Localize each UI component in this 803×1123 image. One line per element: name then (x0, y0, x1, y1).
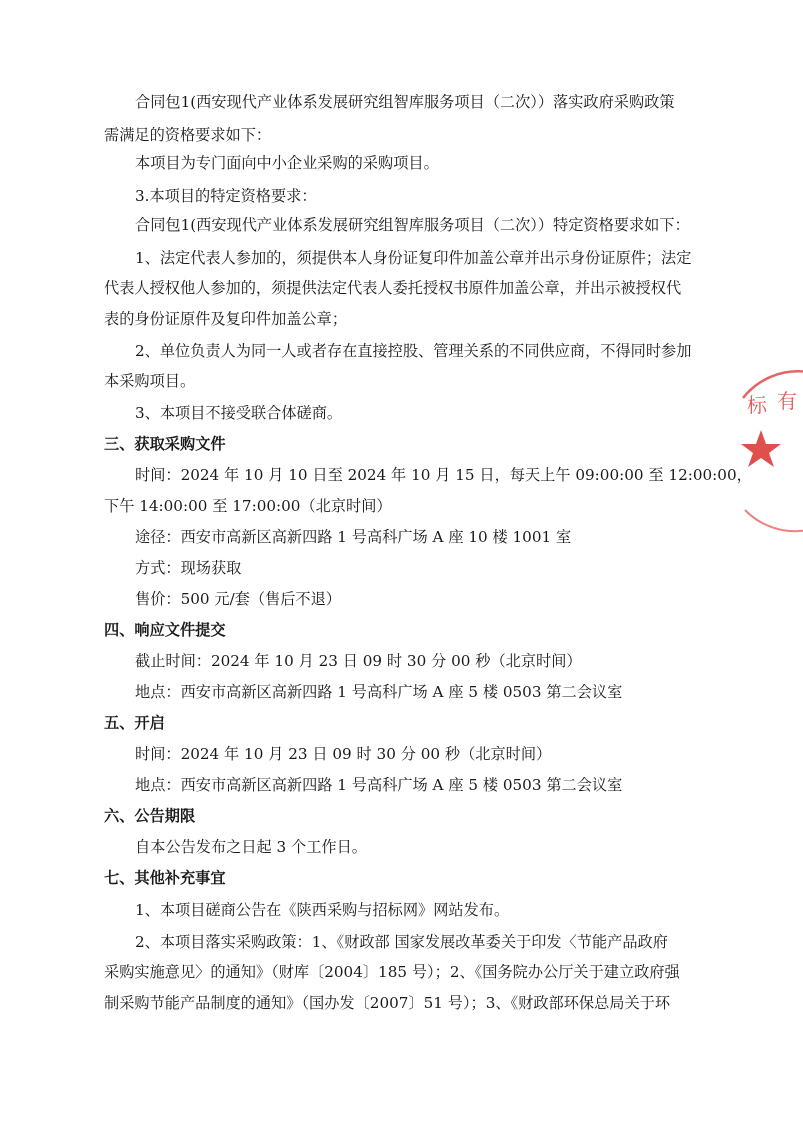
paragraph-line: 方式：现场获取 (135, 559, 242, 577)
paragraph-line: 需满足的资格要求如下： (104, 126, 272, 144)
paragraph-line: 代表人授权他人参加的，须提供法定代表人委托授权书原件加盖公章，并出示被授权代 (104, 279, 682, 297)
paragraph-line: 表的身份证原件及复印件加盖公章； (104, 310, 347, 328)
paragraph-line: 2、单位负责人为同一人或者存在直接控股、管理关系的不同供应商，不得同时参加 (135, 342, 692, 360)
paragraph-line: 途径：西安市高新区高新四路 1 号高科广场 A 座 10 楼 1001 室 (135, 528, 572, 546)
seal-character: 有 (777, 389, 797, 413)
paragraph-line: 合同包1(西安现代产业体系发展研究组智库服务项目（二次））落实政府采购政策 (135, 93, 675, 111)
seal-character: 标 (747, 393, 767, 417)
paragraph-line: 售价：500 元/套（售后不退） (135, 590, 341, 608)
seal-star-icon (741, 430, 781, 467)
paragraph-line: 制采购节能产品制度的通知》（国办发〔2007〕51 号）；3、《财政部环保总局关于环 (104, 994, 671, 1012)
section-heading: 三、获取采购文件 (104, 435, 226, 453)
paragraph-line: 时间：2024 年 10 月 10 日至 2024 年 10 月 15 日，每天上午 09:00:00 至 12:00:00， (135, 466, 752, 484)
paragraph-line: 本项目为专门面向中小企业采购的采购项目。 (135, 154, 439, 172)
paragraph-line: 1、本项目磋商公告在《陕西采购与招标网》网站发布。 (135, 901, 510, 919)
paragraph-line: 合同包1(西安现代产业体系发展研究组智库服务项目（二次））特定资格要求如下： (135, 216, 690, 234)
paragraph-line: 时间：2024 年 10 月 23 日 09 时 30 分 00 秒（北京时间） (135, 745, 552, 763)
paragraph-line: 采购实施意见〉的通知》（财库〔2004〕185 号）；2、《国务院办公厅关于建立政府强 (104, 963, 680, 981)
paragraph-line: 截止时间：2024 年 10 月 23 日 09 时 30 分 00 秒（北京时间） (135, 652, 582, 670)
paragraph-line: 2、本项目落实采购政策：1、《财政部 国家发展改革委关于印发〈节能产品政府 (135, 933, 668, 951)
paragraph-line: 地点：西安市高新区高新四路 1 号高科广场 A 座 5 楼 0503 第二会议室 (135, 683, 623, 701)
paragraph-line: 下午 14:00:00 至 17:00:00（北京时间） (104, 497, 392, 515)
official-seal-stamp (733, 368, 803, 538)
paragraph-line: 3.本项目的特定资格要求： (135, 187, 317, 205)
paragraph-line: 1、法定代表人参加的，须提供本人身份证复印件加盖公章并出示身份证原件；法定 (135, 249, 692, 267)
paragraph-line: 本采购项目。 (104, 372, 196, 390)
section-heading: 六、公告期限 (104, 807, 196, 825)
section-heading: 四、响应文件提交 (104, 621, 226, 639)
paragraph-line: 自本公告发布之日起 3 个工作日。 (135, 838, 367, 856)
section-heading: 五、开启 (104, 714, 165, 732)
paragraph-line: 地点：西安市高新区高新四路 1 号高科广场 A 座 5 楼 0503 第二会议室 (135, 776, 623, 794)
section-heading: 七、其他补充事宜 (104, 869, 226, 887)
paragraph-line: 3、本项目不接受联合体磋商。 (135, 404, 343, 422)
